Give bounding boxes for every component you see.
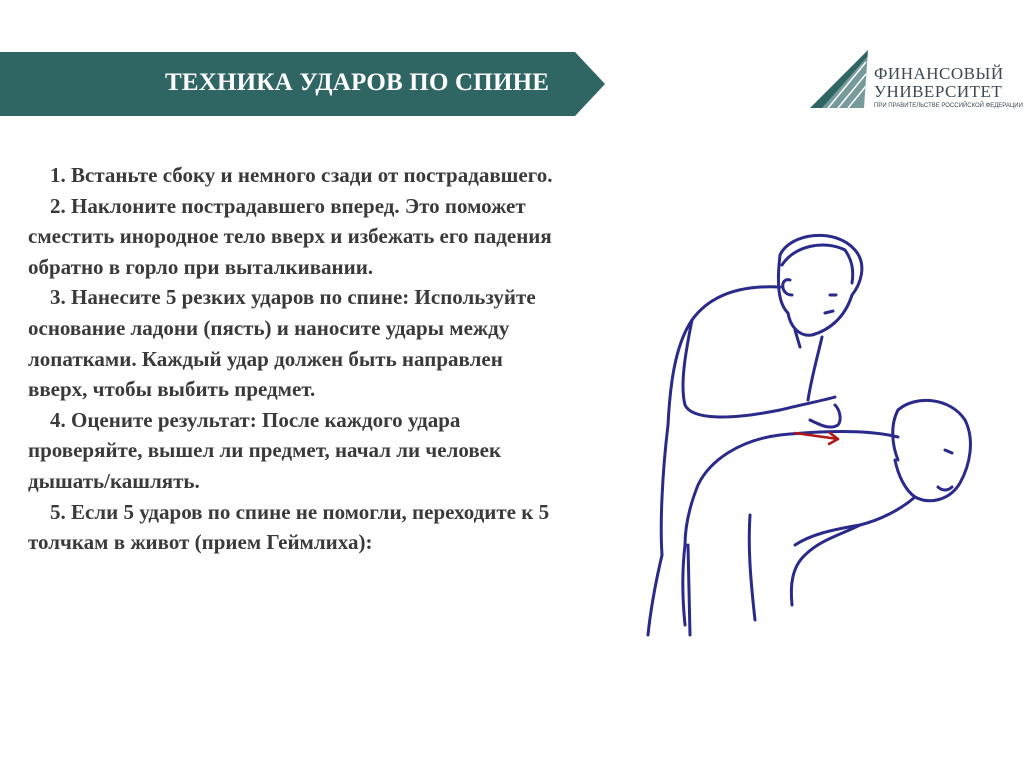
logo-line-3: ПРИ ПРАВИТЕЛЬСТВЕ РОССИЙСКОЙ ФЕДЕРАЦИИ bbox=[874, 103, 1023, 109]
page-title: ТЕХНИКА УДАРОВ ПО СПИНЕ bbox=[165, 69, 550, 96]
step-3: 3. Нанесите 5 резких ударов по спине: Используйте основание ладони (пясть) и наносите удары между лопатками. Каждый удар должен быть направлен вверх, чтобы выбить предмет. bbox=[28, 285, 536, 402]
victim-belly bbox=[795, 497, 915, 545]
victim-leg bbox=[683, 545, 685, 625]
logo-line-2: УНИВЕРСИТЕТ bbox=[874, 82, 1003, 101]
rescuer-ear bbox=[783, 280, 792, 295]
rescuer-mouth bbox=[825, 311, 833, 313]
rescuer-hair bbox=[782, 245, 853, 283]
rescuer-arm-upper bbox=[683, 320, 780, 417]
logo-line-1: ФИНАНСОВЫЙ bbox=[874, 64, 1004, 83]
step-2: 2. Наклоните пострадавшего вперед. Это поможет сместить инородное тело вверх и избежать его падения обратно в горло при выталкивании. bbox=[28, 193, 552, 279]
rescuer-torso-back bbox=[661, 425, 668, 555]
rescuer-head bbox=[778, 235, 861, 335]
blow-direction-arrow bbox=[795, 433, 838, 444]
university-logo bbox=[808, 46, 1023, 116]
step-4: 4. Оцените результат: После каждого удара проверяйте, вышел ли предмет, начал ли человек дышать/кашлять. bbox=[28, 407, 502, 493]
back-blows-illustration bbox=[630, 225, 1000, 645]
victim-back bbox=[685, 431, 898, 545]
instructions-text bbox=[28, 160, 558, 558]
victim-arm bbox=[791, 525, 860, 605]
victim-head bbox=[895, 400, 970, 500]
logo-emblem-icon bbox=[808, 46, 872, 112]
rescuer-leg2 bbox=[688, 545, 690, 635]
victim-eye bbox=[945, 450, 952, 453]
victim-leg2 bbox=[749, 515, 755, 620]
rescuer-hand bbox=[810, 405, 840, 427]
step-5: 5. Если 5 ударов по спине не помогли, переходите к 5 толчкам в живот (прием Геймлиха): bbox=[28, 499, 550, 555]
rescuer-torso-front bbox=[808, 337, 822, 400]
rescuer-legs bbox=[648, 555, 662, 635]
step-1: 1. Встаньте сбоку и немного сзади от пострадавшего. bbox=[50, 163, 553, 187]
victim-mouth bbox=[938, 487, 952, 490]
